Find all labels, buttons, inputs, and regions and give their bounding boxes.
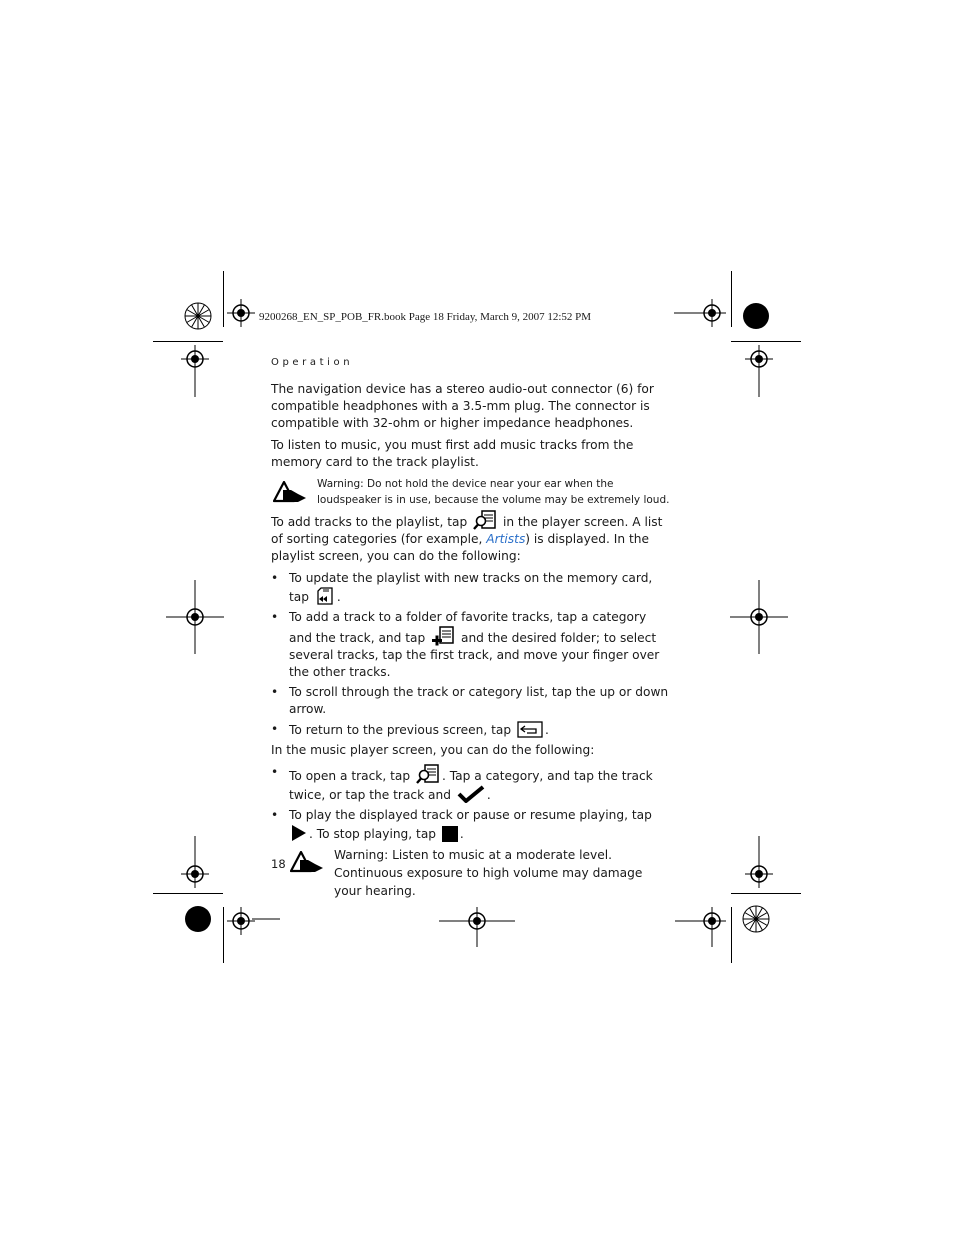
crop-line (731, 893, 801, 894)
playlist-search-icon (416, 764, 440, 784)
registration-mark-icon (730, 580, 788, 654)
list-item: • To update the playlist with new tracks on the memory card, tap . (271, 571, 653, 604)
list-item: • To play the displayed track or pause or resume playing, tap . To stop playing, tap . (271, 808, 652, 841)
list-item: • To open a track, tap . Tap a category, and tap the track twice, or tap the track and . (271, 765, 653, 802)
registration-mark-icon (698, 299, 726, 327)
list-item: • To scroll through the track or category list, tap the up or down arrow. (271, 685, 669, 716)
registration-mark-icon (227, 299, 255, 327)
artists-link: Artists (486, 532, 526, 546)
crop-line (223, 907, 224, 963)
crop-line (731, 271, 732, 327)
registration-mark-icon (181, 836, 209, 888)
registration-mark-icon (745, 836, 773, 888)
crop-line (674, 312, 702, 316)
stop-icon (442, 826, 458, 842)
checkmark-icon (457, 785, 485, 803)
paragraph-connector: The navigation device has a stereo audio-out connector (6) for compatible headphones with a 3.5-mm plug. The connector is compatible with 32-ohm or higher impedance headphones. (271, 382, 654, 430)
page-body (271, 381, 671, 900)
registration-mark-icon (181, 345, 209, 397)
registration-mark-icon (439, 907, 515, 947)
crop-line (223, 271, 224, 327)
crop-line (153, 893, 223, 894)
warning-text: Warning: Listen to music at a moderate level. Continuous exposure to high volume may damage your hearing. (334, 848, 643, 898)
warning-icon (273, 481, 307, 503)
back-icon (517, 721, 543, 738)
color-wheel-icon (742, 905, 770, 933)
page-number: 18 (271, 857, 286, 871)
section-title: Operation (271, 357, 354, 368)
paragraph-add-tracks: To add tracks to the playlist, tap in the player screen. A list of sorting categories (for example, Artists) is displayed. In the playlist screen, you can do the following: (271, 510, 671, 565)
paragraph-listen: To listen to music, you must first add music tracks from the memory card to the track playlist. (271, 438, 634, 469)
solid-circle-mark (742, 302, 770, 330)
playlist-search-icon (473, 510, 497, 530)
crop-line (731, 341, 801, 342)
color-wheel-icon (184, 302, 212, 330)
solid-circle-mark (184, 905, 212, 933)
registration-mark-icon (227, 907, 255, 935)
registration-mark-icon (166, 580, 224, 654)
print-slug: 9200268_EN_SP_POB_FR.book Page 18 Friday, March 9, 2007 12:52 PM (259, 311, 592, 323)
crop-line (731, 907, 732, 963)
list-item: • To return to the previous screen, tap . (271, 722, 549, 737)
crop-line (153, 341, 223, 342)
registration-mark-icon (745, 345, 773, 397)
warning-icon (290, 851, 324, 873)
warning-text: Warning: Do not hold the device near your ear when the loudspeaker is in use, because the volume may be extremely loud. (317, 478, 670, 506)
paragraph-music-player: In the music player screen, you can do the following: (271, 743, 595, 757)
registration-mark-icon (675, 907, 726, 947)
warning-loudspeaker (271, 476, 671, 508)
list-item: • To add a track to a folder of favorite tracks, tap a category and the track, and tap and the desired folder; to select several tracks, tap the first track, and move your finger over the other tracks. (271, 610, 660, 679)
play-icon (291, 824, 307, 842)
crop-line (252, 918, 280, 922)
warning-hearing (271, 846, 671, 900)
memory-card-refresh-icon (315, 587, 335, 605)
add-to-folder-icon (431, 626, 455, 646)
